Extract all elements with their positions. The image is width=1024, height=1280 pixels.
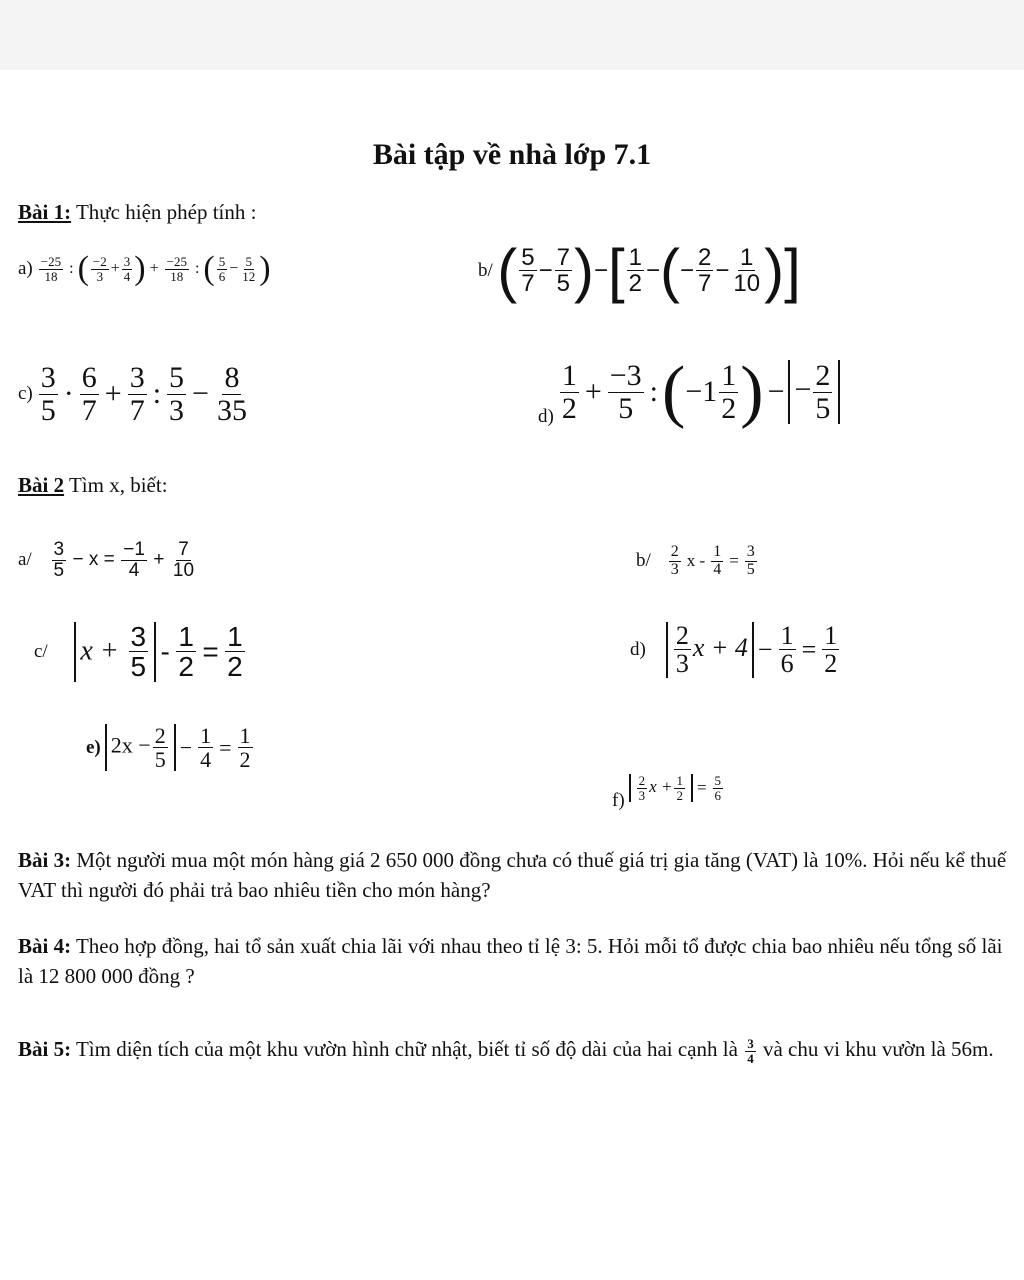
bai5-text1: Tìm diện tích của một khu vườn hình chữ nhật, biết tỉ số độ dài của hai cạnh là [75, 1037, 738, 1061]
bai2-e-label: e) [86, 736, 101, 758]
fraction: $\frac{2}{3}$ [675, 621, 689, 679]
bai2-f-label: f) [612, 790, 625, 811]
fraction: $\frac{-3}{5}$ [609, 359, 642, 425]
bai1-heading: Bài 1: [18, 200, 72, 224]
absolute-value: − $\frac{2}{5}$ [788, 360, 840, 424]
fraction: $\frac{3}{5}$ [40, 361, 56, 427]
page-title: Bài tập về nhà lớp 7.1 [372, 138, 652, 171]
fraction: $\frac{3}{7}$ [129, 361, 145, 427]
bai1-d: d) $\frac{1}{2}$ + $\frac{-3}{5}$ : ( −1 1 2 ) − − $\frac{2}{5}$ [538, 352, 840, 432]
bai2-c: c/ x + $\frac{3}{5}$ - $\frac{1}{2}$ = $\frac{1}{2}$ [34, 621, 243, 683]
fraction: $\frac{3}{5}$ [53, 539, 65, 581]
fraction: $\frac{5}{3}$ [169, 361, 185, 427]
fraction: $\frac{6}{7}$ [81, 361, 97, 427]
fraction: 1 2 [721, 359, 737, 425]
bai3-text: Một người mua một món hàng giá 2 650 000 đồng chưa có thuế giá trị gia tăng (VAT) là 10%. Hỏi nếu kể thuế VAT thì người đó phải trả bao nhiêu tiền cho món hàng? [18, 848, 1007, 902]
fraction: $\frac{-1}{4}$ [123, 539, 145, 581]
bai2-b: b/ $\frac{2}{3}$ x - $\frac{1}{4}$ = $\frac{3}{5}$ [636, 543, 755, 578]
absolute-value: 2x − $\frac{2}{5}$ [105, 724, 176, 771]
fraction: $\frac{1}{4}$ [200, 723, 212, 773]
fraction: $\frac{8}{35}$ [216, 361, 247, 427]
fraction: $\frac{1}{2}$ [561, 359, 577, 425]
fraction: $\frac{1}{6}$ [780, 621, 794, 679]
fraction: $\frac{2}{3}$ [638, 772, 646, 803]
bai4-paragraph [18, 931, 1018, 991]
bai2-a: a/ $\frac{3}{5}$ − x = $\frac{-1}{4}$ + $\frac{7}{10}$ [18, 539, 195, 581]
bai5-paragraph [18, 1030, 1018, 1068]
fraction: $\frac{3}{5}$ [746, 543, 755, 578]
bai5-text2: và chu vi khu vườn là 56m. [762, 1037, 994, 1061]
bai1-d-label: d) [538, 406, 554, 427]
bai1-text: Thực hiện phép tính : [75, 200, 257, 224]
bai1-a-label: a) [18, 258, 33, 279]
fraction: $\frac{2}{3}$ [670, 543, 679, 578]
bai1-a: a) $\frac{-25}{18}$ : ( $\frac{-2}{3}$ + $\frac{3}{4}$ ) + $\frac{-25}{18}$ : ( $\frac{5}{6}$ − $\frac{5}{12}$ ) [18, 250, 271, 287]
bai1-b: b/ ( $\frac{5}{7}$ − $\frac{7}{5}$ )−[ $\frac{1}{2}$ −(− $\frac{2}{7}$ − $\frac{1}{10}$ )] [478, 237, 801, 304]
fraction: $\frac{1}{2}$ [227, 621, 243, 683]
fraction: $\frac{3}{4}$ [747, 1036, 754, 1066]
fraction: $\frac{2}{7}$ [698, 243, 712, 297]
bai2-text: Tìm x, biết: [68, 473, 168, 497]
bai4-text: Theo hợp đồng, hai tổ sản xuất chia lãi với nhau theo tỉ lệ 3: 5. Hỏi mỗi tổ được chia bao nhiêu nếu tổng số lãi là 12 800 000 đồng ? [18, 934, 1003, 988]
fraction: $\frac{2}{5}$ [815, 359, 831, 425]
fraction: $\frac{5}{6}$ [218, 253, 226, 284]
fraction: $\frac{-25}{18}$ [40, 253, 62, 284]
fraction: $\frac{7}{5}$ [556, 243, 570, 297]
top-band [0, 0, 1024, 70]
fraction: $\frac{1}{2}$ [178, 621, 194, 683]
fraction: $\frac{1}{2}$ [628, 243, 642, 297]
bai2-c-label: c/ [34, 640, 48, 662]
bai2-d-label: d) [630, 638, 646, 660]
bai2-f: f) $\frac{2}{3}$ x + $\frac{1}{2}$ = $\frac{5}{6}$ [612, 772, 722, 811]
bai1-header [18, 200, 256, 225]
bai2-e: e) 2x − $\frac{2}{5}$ − $\frac{1}{4}$ = $\frac{1}{2}$ [86, 723, 251, 773]
bai2-d: d) $\frac{2}{3}$ x + 4 − $\frac{1}{6}$ = $\frac{1}{2}$ [630, 621, 838, 679]
bai3-paragraph [18, 845, 1018, 905]
absolute-value: $\frac{2}{3}$ x + $\frac{1}{2}$ [629, 774, 693, 802]
fraction: $\frac{1}{2}$ [824, 621, 838, 679]
fraction: $\frac{1}{10}$ [733, 243, 761, 297]
absolute-value: $\frac{2}{3}$ x + 4 [666, 622, 754, 678]
fraction: $\frac{-2}{3}$ [92, 253, 107, 284]
fraction: $\frac{2}{5}$ [154, 723, 166, 773]
bai1-c-label: c) [18, 383, 33, 404]
fraction: $\frac{1}{2}$ [239, 723, 251, 773]
fraction: $\frac{1}{4}$ [713, 543, 722, 578]
bai2-a-label: a/ [18, 549, 32, 571]
bai2-b-label: b/ [636, 550, 651, 572]
fraction: $\frac{3}{4}$ [123, 253, 131, 284]
fraction: $\frac{5}{7}$ [521, 243, 535, 297]
bai1-c: c) $\frac{3}{5}$ · $\frac{6}{7}$ + $\frac{3}{7}$ : $\frac{5}{3}$ − $\frac{8}{35}$ [18, 361, 247, 427]
bai1-b-label: b/ [478, 259, 493, 281]
fraction: $\frac{5}{12}$ [242, 253, 256, 284]
bai2-header [18, 473, 168, 498]
fraction: $\frac{5}{6}$ [714, 772, 722, 803]
bai4-heading: Bài 4: [18, 934, 72, 958]
absolute-value: x + $\frac{3}{5}$ [74, 622, 156, 682]
fraction: $\frac{3}{5}$ [130, 621, 147, 683]
fraction: $\frac{1}{2}$ [676, 772, 683, 803]
bai2-heading: Bài 2 [18, 473, 65, 497]
fraction: $\frac{-25}{18}$ [166, 253, 187, 284]
fraction: $\frac{7}{10}$ [172, 539, 195, 581]
bai3-heading: Bài 3: [18, 848, 72, 872]
bai5-heading: Bài 5: [18, 1037, 72, 1061]
